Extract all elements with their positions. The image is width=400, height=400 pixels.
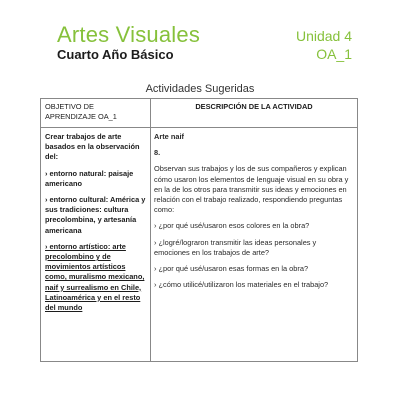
activity-title: Arte naif — [154, 132, 184, 141]
column-header-objective: OBJETIVO DE APRENDIZAJE OA_1 — [45, 102, 117, 121]
column-divider — [150, 99, 151, 361]
activity-question-3: › ¿por qué usé/usaron esas formas en la obra? — [154, 264, 309, 274]
activity-question-4: › ¿cómo utilicé/utilizaron los materiales en el trabajo? — [154, 280, 329, 290]
oa-label: OA_1 — [316, 46, 352, 62]
activity-paragraph: Observan sus trabajos y los de sus compañeros y explican cómo usaron los elementos de lenguaje visual en su obra y en la de los otros para transmitir sus ideas y emociones en relación con el trabajo realizado, respondiendo preguntas como: — [154, 164, 349, 215]
objective-item-cultural: › entorno cultural: América y sus tradiciones: cultura precolombina, y artesanía americana — [45, 195, 146, 235]
description-cell — [154, 132, 352, 296]
unit-label: Unidad 4 — [295, 28, 352, 44]
activities-table — [40, 98, 358, 362]
grade-subtitle: Cuarto Año Básico — [57, 47, 174, 62]
objective-item-natural: › entorno natural: paisaje americano — [45, 168, 134, 188]
activity-number: 8. — [154, 148, 161, 158]
column-header-description: DESCRIPCIÓN DE LA ACTIVIDAD — [195, 102, 313, 111]
section-title: Actividades Sugeridas — [145, 83, 255, 95]
activity-question-1: › ¿por qué usé/usaron esos colores en la obra? — [154, 221, 310, 231]
table-header-row — [41, 99, 357, 128]
objective-intro: Crear trabajos de arte basados en la observación del: — [45, 132, 140, 162]
subject-title: Artes Visuales — [57, 22, 201, 47]
activity-question-2: › ¿logré/lograron transmitir las ideas personales y emociones en los trabajos de arte? — [154, 237, 317, 257]
objective-cell — [45, 132, 147, 319]
objective-item-artistic: › entorno artístico: arte precolombino y de movimientos artísticos como, muralismo mexicano, naif y surrealismo en Chile, Latinoamérica y en el resto del mundo — [45, 241, 145, 313]
